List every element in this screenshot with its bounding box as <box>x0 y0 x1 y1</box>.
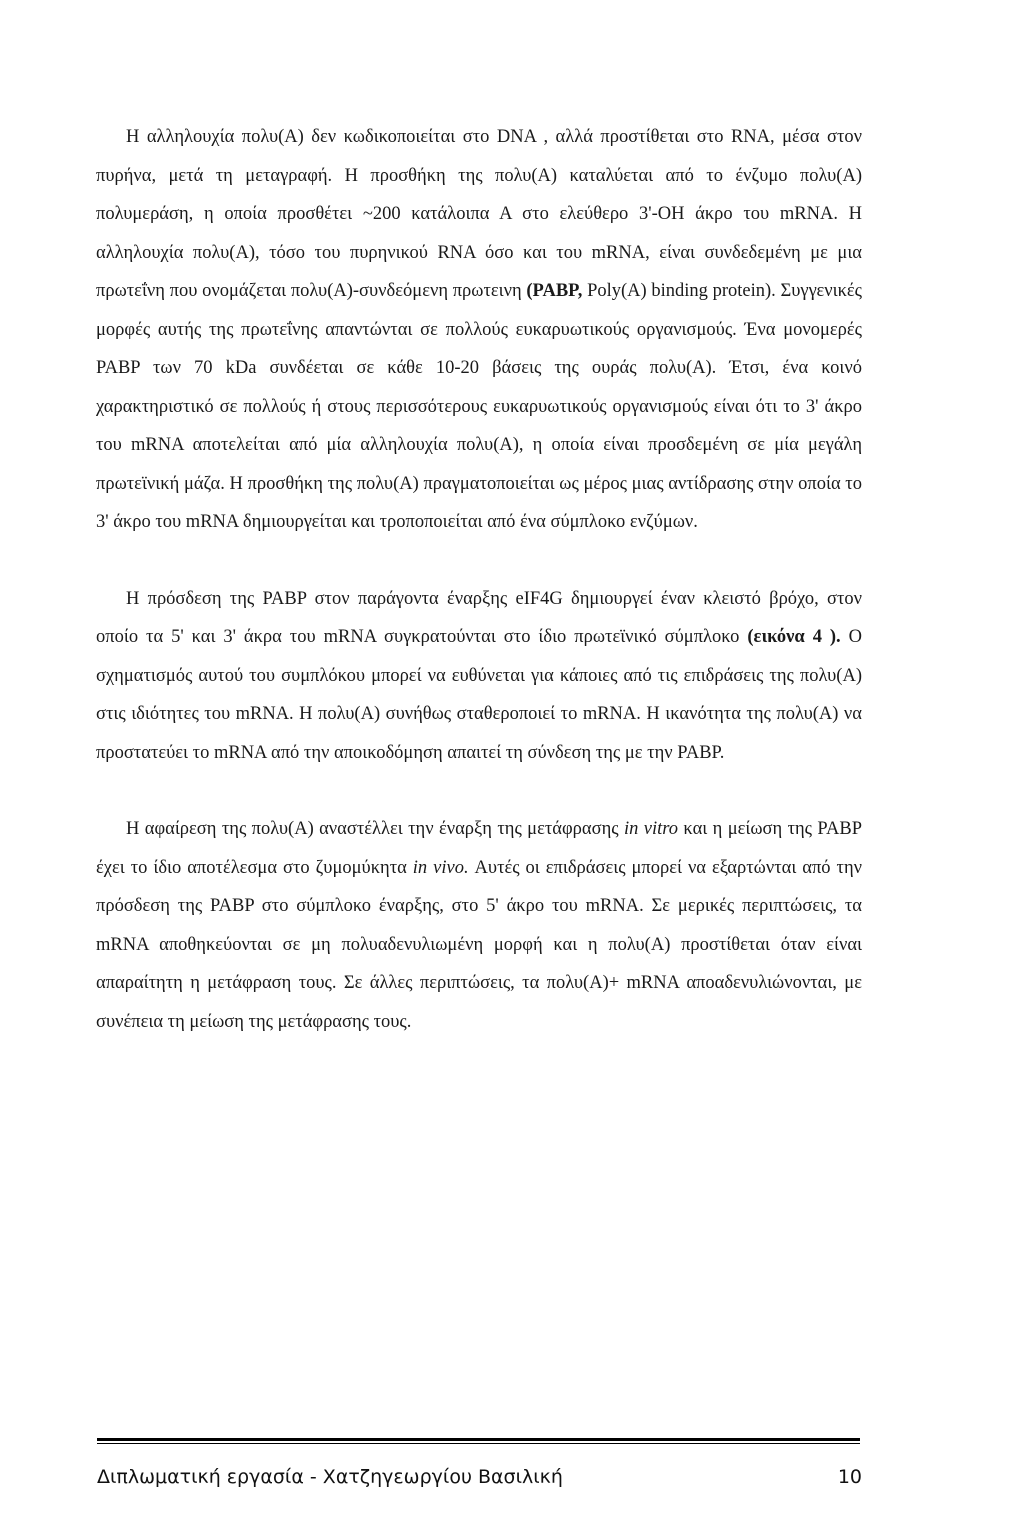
paragraph-3-italic-in-vitro: in vitro <box>623 819 679 839</box>
paragraph-2-text-b: Ο σχηματισμός αυτού του συμπλόκου μπορεί να ευθύνεται για κάποιες από τις επιδράσεις της πολυ(Α) στις ιδιότητες του mRNA. Η πολυ(Α) συνήθως σταθεροποιεί το mRNA. Η ικανότητα της πολυ(Α) να προστατεύει το mRNA από την αποικοδόμηση απαιτεί τη σύνδεση της με την PABP. <box>96 627 862 763</box>
paragraph-2-bold-figure-ref: (εικόνα 4 ). <box>747 627 841 647</box>
paragraph-3-text-a: Η αφαίρεση της πολυ(Α) αναστέλλει την έναρξη της μετάφρασης <box>126 819 624 839</box>
paragraph-2-text-a: Η πρόσδεση της PABP στον παράγοντα έναρξης eIF4G δημιουργεί έναν κλειστό βρόχο, στον οποίο τα 5' και 3' άκρα του mRNA συγκρατούνται στο ίδιο πρωτεϊνικό σύμπλοκο <box>96 588 862 647</box>
paragraph-gap <box>96 542 862 580</box>
paragraph-1-text-a: Η αλληλουχία πολυ(Α) δεν κωδικοποιείται στο DNA , αλλά προστίθεται στο RNA, μέσα στον πυρήνα, μετά τη μεταγραφή. Η προσθήκη της πολυ(Α) καταλύεται από το ένζυμο πολυ(Α) πολυμεράση, η οποία προσθέτει ~200 κατάλοιπα Α στο ελεύθερο 3'-OH άκρο του mRNA. Η αλληλουχία πολυ(Α), τόσο του πυρηνικού RNA όσο και του mRNA, είναι συνδεδεμένη με μια πρωτεΐνη που ονομάζεται πολυ(Α)-συνδεόμενη πρωτεινη <box>96 127 862 301</box>
paragraph-3-text-b: και η μείωση της PABP έχει το ίδιο αποτέλεσμα στο ζυμομύκητα <box>96 819 862 878</box>
footer-rule-thin <box>97 1443 860 1444</box>
paragraph-3-text-c: Αυτές οι επιδράσεις μπορεί να εξαρτώνται από την πρόσδεση της PABP στο σύμπλοκο έναρξης, στο 5' άκρο του mRNA. Σε μερικές περιπτώσεις, τα mRNA αποθηκεύονται σε μη πολυαδενυλιωμένη μορφή και η πολυ(Α) προστίθεται όταν είναι απαραίτητη η μετάφραση τους. Σε άλλες περιπτώσεις, τα πολυ(Α)+ mRNA αποαδενυλιώνονται, με συνέπεια τη μείωση της μετάφρασης τους. <box>96 857 862 1032</box>
body-text <box>96 118 862 1041</box>
paragraph-1-text-b: Poly(A) binding protein). Συγγενικές μορφές αυτής της πρωτεΐνης απαντώνται σε πολλούς ευκαρυωτικούς οργανισμούς. Ένα μονομερές PABP των 70 kDa συνδέεται σε κάθε 10-20 βάσεις της ουράς πολυ(Α). Έτσι, ένα κοινό χαρακτηριστικό σε πολλούς ή στους περισσότερους ευκαρυωτικούς οργανισμούς είναι ότι το 3' άκρο του mRNA αποτελείται από μία αλληλουχία πολυ(Α), η οποία είναι προσδεμένη σε μία μεγάλη πρωτεϊνική μάζα. Η προσθήκη της πολυ(Α) πραγματοποιείται ως μέρος μιας αντίδρασης στην οποία το 3' άκρο του mRNA δημιουργείται και τροποποιείται από ένα σύμπλοκο ενζύμων. <box>96 281 862 532</box>
paragraph-2 <box>96 580 862 773</box>
paragraph-3 <box>96 810 862 1041</box>
paragraph-1-bold-pabp: (PABP, <box>526 281 583 301</box>
paragraph-1 <box>96 118 862 542</box>
paragraph-gap <box>96 772 862 810</box>
page-number: 10 <box>837 1466 862 1488</box>
footer-rule <box>97 1438 860 1441</box>
paragraph-3-italic-in-vivo: in vivo. <box>412 857 469 878</box>
footer-thesis-title: Διπλωματική εργασία - Χατζηγεωργίου Βασιλική <box>97 1466 563 1488</box>
